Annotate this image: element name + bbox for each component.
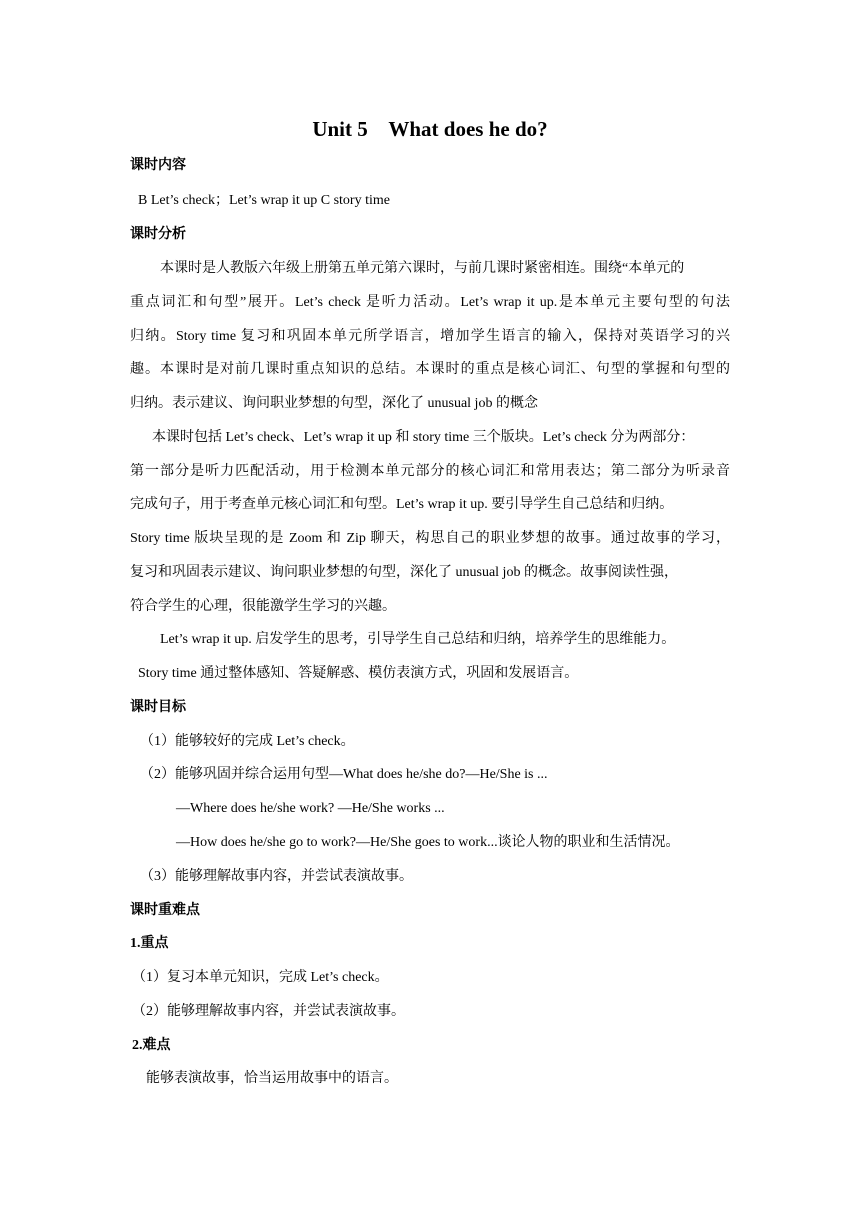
analysis-line-6: 本课时包括 Let’s check、Let’s wrap it up 和 story time 三个版块。Let’s check 分为两部分： bbox=[152, 430, 695, 445]
subheading-difficult-points: 2.难点 bbox=[132, 1038, 171, 1053]
analysis-line-5: 归纳。表示建议、询问职业梦想的句型，深化了 unusual job 的概念 bbox=[130, 396, 538, 411]
lesson-content-text: B Let’s check；Let’s wrap it up C story time bbox=[138, 193, 390, 208]
goal-item-2-where: —Where does he/she work? —He/She works ... bbox=[176, 801, 445, 816]
subheading-key-points: 1.重点 bbox=[130, 936, 169, 951]
document-title: Unit 5 What does he do? bbox=[312, 117, 548, 141]
analysis-line-8: 完成句子，用于考查单元核心词汇和句型。Let’s wrap it up. 要引导学生自己总结和归纳。 bbox=[130, 497, 674, 512]
heading-lesson-goals: 课时目标 bbox=[130, 700, 186, 715]
goal-item-2-how: —How does he/she go to work?—He/She goes to work...谈论人物的职业和生活情况。 bbox=[176, 835, 680, 850]
key-point-2: （2）能够理解故事内容，并尝试表演故事。 bbox=[132, 1004, 405, 1019]
analysis-line-11: 符合学生的心理，很能激学生学习的兴趣。 bbox=[130, 599, 396, 614]
analysis-line-12: Let’s wrap it up. 启发学生的思考，引导学生自己总结和归纳，培养学生的思维能力。 bbox=[160, 632, 676, 647]
analysis-line-4: 趣。本课时是对前几课时重点知识的总结。本课时的重点是核心词汇、句型的掌握和句型的 bbox=[130, 362, 730, 377]
goal-item-3: （3）能够理解故事内容，并尝试表演故事。 bbox=[140, 869, 413, 884]
goal-item-1: （1）能够较好的完成 Let’s check。 bbox=[140, 734, 355, 749]
analysis-line-10: 复习和巩固表示建议、询问职业梦想的句型，深化了 unusual job 的概念。故事阅读性强， bbox=[130, 565, 678, 580]
analysis-line-13: Story time 通过整体感知、答疑解惑、模仿表演方式，巩固和发展语言。 bbox=[138, 666, 579, 681]
key-point-1: （1）复习本单元知识，完成 Let’s check。 bbox=[132, 970, 389, 985]
goal-item-2: （2）能够巩固并综合运用句型—What does he/she do?—He/She is ... bbox=[140, 767, 548, 782]
heading-key-difficult-points: 课时重难点 bbox=[130, 903, 200, 918]
difficult-point-1: 能够表演故事，恰当运用故事中的语言。 bbox=[146, 1071, 398, 1086]
analysis-line-9: Story time 版块呈现的是 Zoom 和 Zip 聊天，构思自己的职业梦想的故事。通过故事的学习， bbox=[130, 531, 730, 546]
heading-lesson-content: 课时内容 bbox=[130, 158, 186, 173]
analysis-line-3: 归纳。Story time 复习和巩固本单元所学语言，增加学生语言的输入，保持对英语学习的兴 bbox=[130, 329, 730, 344]
analysis-line-2: 重点词汇和句型”展开。Let’s check 是听力活动。Let’s wrap it up.是本单元主要句型的句法 bbox=[130, 295, 730, 310]
heading-lesson-analysis: 课时分析 bbox=[130, 227, 186, 242]
analysis-line-1: 本课时是人教版六年级上册第五单元第六课时，与前几课时紧密相连。围绕“本单元的 bbox=[160, 261, 685, 276]
analysis-line-7: 第一部分是听力匹配活动，用于检测本单元部分的核心词汇和常用表达；第二部分为听录音 bbox=[130, 464, 730, 479]
